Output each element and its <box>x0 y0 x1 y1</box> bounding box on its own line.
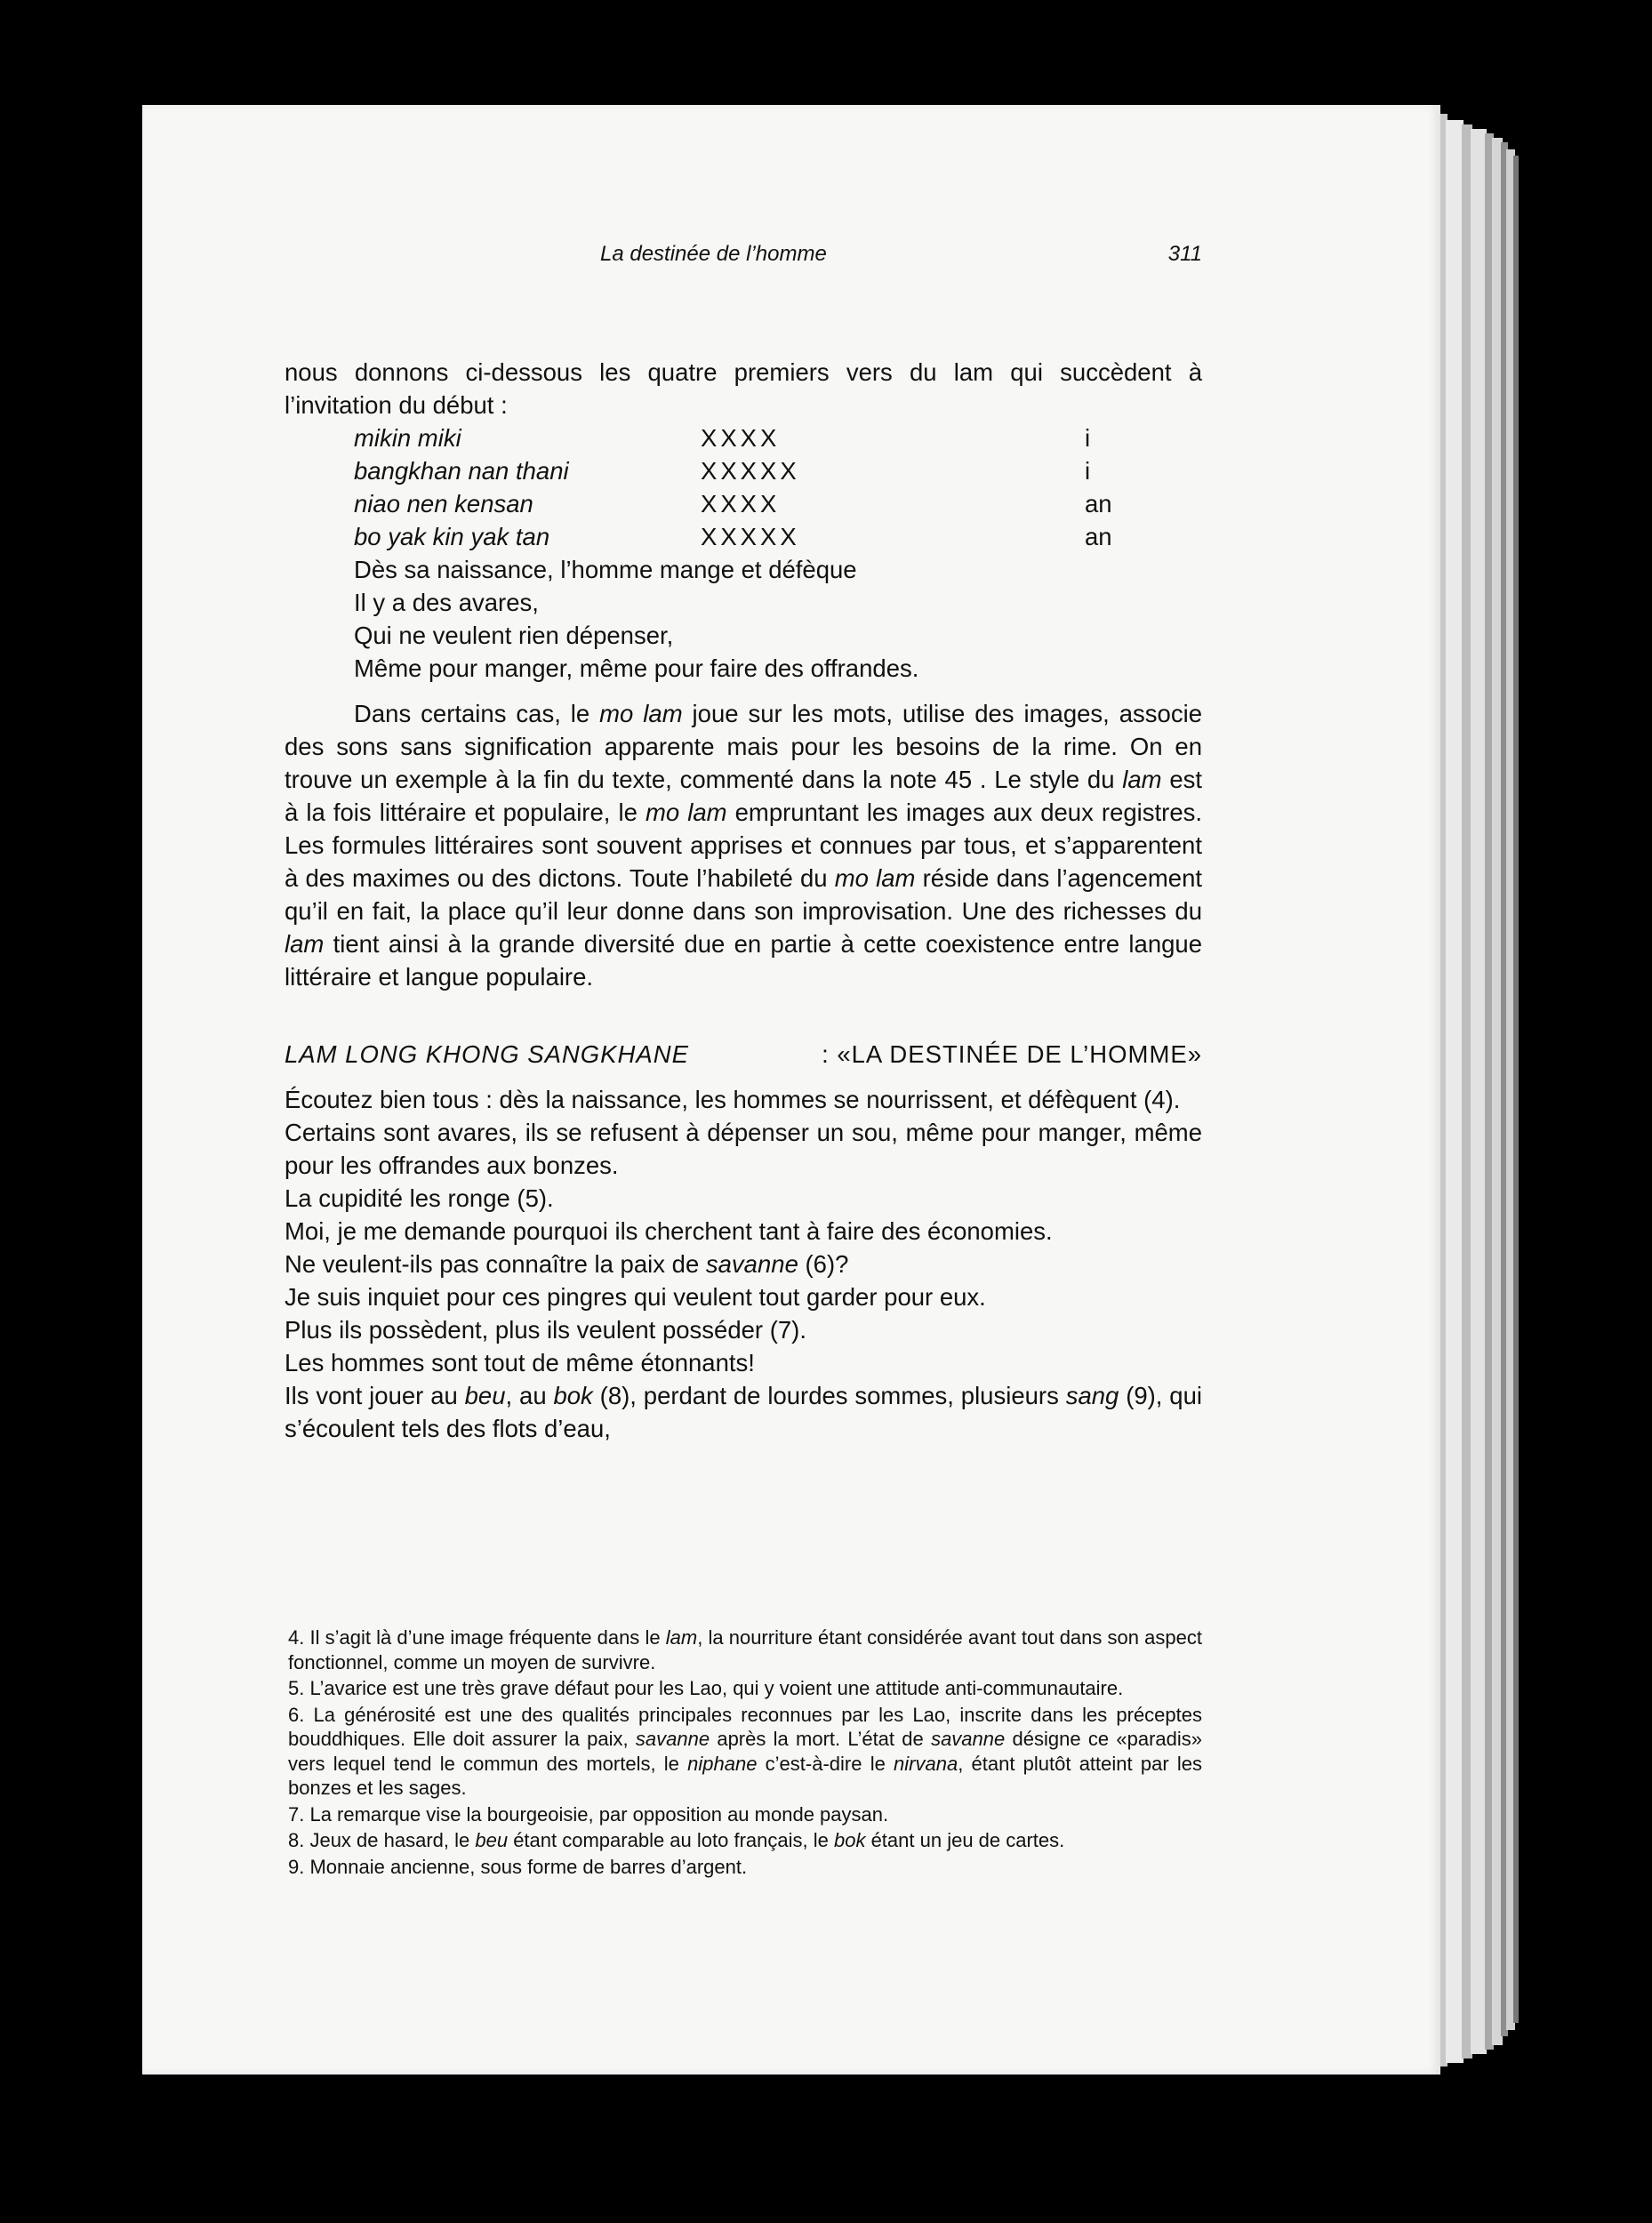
text-run: empruntant les images aux deux registres. Les formules littéraires sont souvent apprises et connues par tous, et s’apparentent à des maximes ou des dictons. Toute l’habileté du <box>285 799 1202 892</box>
text-run: joue sur les mots, utilise des images, associe des sons sans signification apparente mais pour les besoins de la rime. On en trouve un exemple à la fin du texte, commenté dans la note 45 . Le style du <box>285 700 1202 793</box>
section-heading <box>285 1038 1202 1071</box>
page-body <box>285 356 1202 1445</box>
italic-run: mo lam <box>599 700 683 727</box>
text-run: est à la fois littéraire et populaire, le <box>285 766 1202 826</box>
poem-line: Les hommes sont tout de même étonnants! <box>285 1349 755 1376</box>
text-run: étant comparable au loto français, le <box>508 1829 834 1851</box>
poem-line: Plus ils possèdent, plus ils veulent posséder (7). <box>285 1316 806 1344</box>
text-run: , étant plutôt atteint par les bonzes et les sages. <box>288 1752 1202 1799</box>
text-run: c’est-à-dire le <box>757 1752 894 1775</box>
footnote-8 <box>288 1828 1202 1853</box>
text-run: tient ainsi à la grande diversité due en partie à cette coexistence entre langue littéraire et langue populaire. <box>285 930 1202 991</box>
translation-block <box>285 553 1202 685</box>
italic-run: savanne <box>705 1250 798 1278</box>
verse-line <box>354 454 1202 487</box>
italic-run: lam <box>665 1626 698 1649</box>
translation-line: Même pour manger, même pour faire des offrandes. <box>354 654 919 682</box>
text-run: Dans certains cas, le <box>354 700 600 727</box>
verse-marks: XXXXX <box>701 457 800 485</box>
italic-run: bok <box>553 1382 593 1409</box>
poem-line: Moi, je me demande pourquoi ils cherchent tant à faire des économies. <box>285 1217 1053 1245</box>
text-run: Ils vont jouer au <box>285 1382 465 1409</box>
page-edge <box>1513 156 1519 2023</box>
verse-rhyme: an <box>1085 490 1112 518</box>
text-run: (8), perdant de lourdes sommes, plusieurs <box>592 1382 1066 1409</box>
italic-run: lam <box>1122 766 1162 793</box>
running-title: La destinée de l’homme <box>600 242 827 266</box>
italic-run: mo lam <box>834 864 916 892</box>
text-run: 4. Il s’agit là d’une image fréquente dans le <box>288 1626 666 1649</box>
footnote-9: 9. Monnaie ancienne, sous forme de barres d’argent. <box>288 1855 748 1878</box>
verse-word: bo yak kin yak tan <box>354 523 550 550</box>
verse-block <box>285 421 1202 553</box>
text-run: désigne ce «paradis» vers lequel tend le commun des mortels, le <box>288 1728 1202 1775</box>
text-run: (6)? <box>798 1250 849 1278</box>
text-run: réside dans l’agencement qu’il en fait, la place qu’il leur donne dans son improvisation. Une des richesses du <box>285 864 1203 925</box>
verse-line <box>354 421 1202 454</box>
italic-run: bok <box>833 1829 866 1851</box>
italic-run: beu <box>475 1829 509 1851</box>
poem-line <box>285 1248 1202 1280</box>
page-number: 311 <box>1167 242 1202 266</box>
verse-word: bangkhan nan thani <box>354 457 569 485</box>
poem-line: Écoutez bien tous : dès la naissance, les hommes se nourrissent, et défèquent (4). <box>285 1086 1181 1113</box>
verse-line <box>354 487 1202 520</box>
poem-line <box>285 1379 1202 1445</box>
italic-run: nirvana <box>894 1752 958 1775</box>
verse-line <box>354 520 1202 553</box>
italic-run: mo lam <box>645 799 727 826</box>
verse-marks: XXXX <box>701 424 781 452</box>
italic-run: beu <box>464 1382 506 1409</box>
text-run: 8. Jeux de hasard, le <box>288 1829 476 1851</box>
translation-line: Il y a des avares, <box>354 589 539 616</box>
footnote-5: 5. L’avarice est une très grave défaut pour les Lao, qui y voient une attitude anti-communautaire. <box>288 1677 1124 1699</box>
poem-line: La cupidité les ronge (5). <box>285 1184 554 1212</box>
verse-word: niao nen kensan <box>354 490 533 518</box>
text-run: Ne veulent-ils pas connaître la paix de <box>285 1250 706 1278</box>
heading-rest: : «LA DESTINÉE DE L’HOMME» <box>822 1040 1202 1068</box>
heading-italic: LAM LONG KHONG SANGKHANE <box>285 1040 689 1068</box>
verse-rhyme: an <box>1085 523 1112 550</box>
translation-line: Qui ne veulent rien dépenser, <box>354 622 674 649</box>
footnote-7: 7. La remarque vise la bourgeoisie, par opposition au monde paysan. <box>288 1802 889 1826</box>
verse-marks: XXXX <box>701 490 781 518</box>
verse-rhyme: i <box>1085 424 1091 452</box>
text-run: , au <box>505 1382 554 1409</box>
footnote-6 <box>288 1703 1202 1801</box>
page-edge <box>1446 120 1464 2063</box>
verse-rhyme: i <box>1085 457 1091 485</box>
spacer <box>285 685 1202 697</box>
text-run: après la mort. L’état de <box>710 1728 932 1750</box>
poem-line: Je suis inquiet pour ces pingres qui veulent tout garder pour eux. <box>285 1283 986 1311</box>
intro-text <box>285 356 1202 421</box>
italic-run: sang <box>1065 1382 1119 1409</box>
italic-run: lam <box>285 930 325 958</box>
spacer <box>285 993 1202 1038</box>
verse-marks: XXXXX <box>701 523 800 550</box>
text-run: 6. La générosité est une des qualités principales reconnues par les Lao, inscrite dans les préceptes bouddhiques. Elle doit assurer la paix, <box>288 1703 1202 1750</box>
italic-run: niphane <box>687 1752 758 1775</box>
footnote-4 <box>288 1625 1202 1674</box>
italic-run: savanne <box>931 1728 1006 1750</box>
footnotes <box>288 1625 1202 1881</box>
translation-line: Dès sa naissance, l’homme mange et défèque <box>354 556 857 583</box>
intro-sentence: nous donnons ci-dessous les quatre premiers vers du lam qui succèdent à l’invitation du début : <box>285 358 1202 419</box>
text-run: étant un jeu de cartes. <box>865 1829 1065 1851</box>
spacer <box>285 1071 1202 1083</box>
style-paragraph <box>285 697 1202 993</box>
text-run: , la nourriture étant considérée avant tout dans son aspect fonctionnel, comme un moyen de survivre. <box>288 1626 1202 1673</box>
verse-word: mikin miki <box>354 424 461 452</box>
text-run: (9), qui s’écoulent tels des flots d’eau, <box>285 1382 1202 1442</box>
poem-line: Certains sont avares, ils se refusent à dépenser un sou, même pour manger, même pour les offrandes aux bonzes. <box>285 1119 1202 1179</box>
poem-block <box>285 1083 1202 1445</box>
italic-run: savanne <box>635 1728 710 1750</box>
